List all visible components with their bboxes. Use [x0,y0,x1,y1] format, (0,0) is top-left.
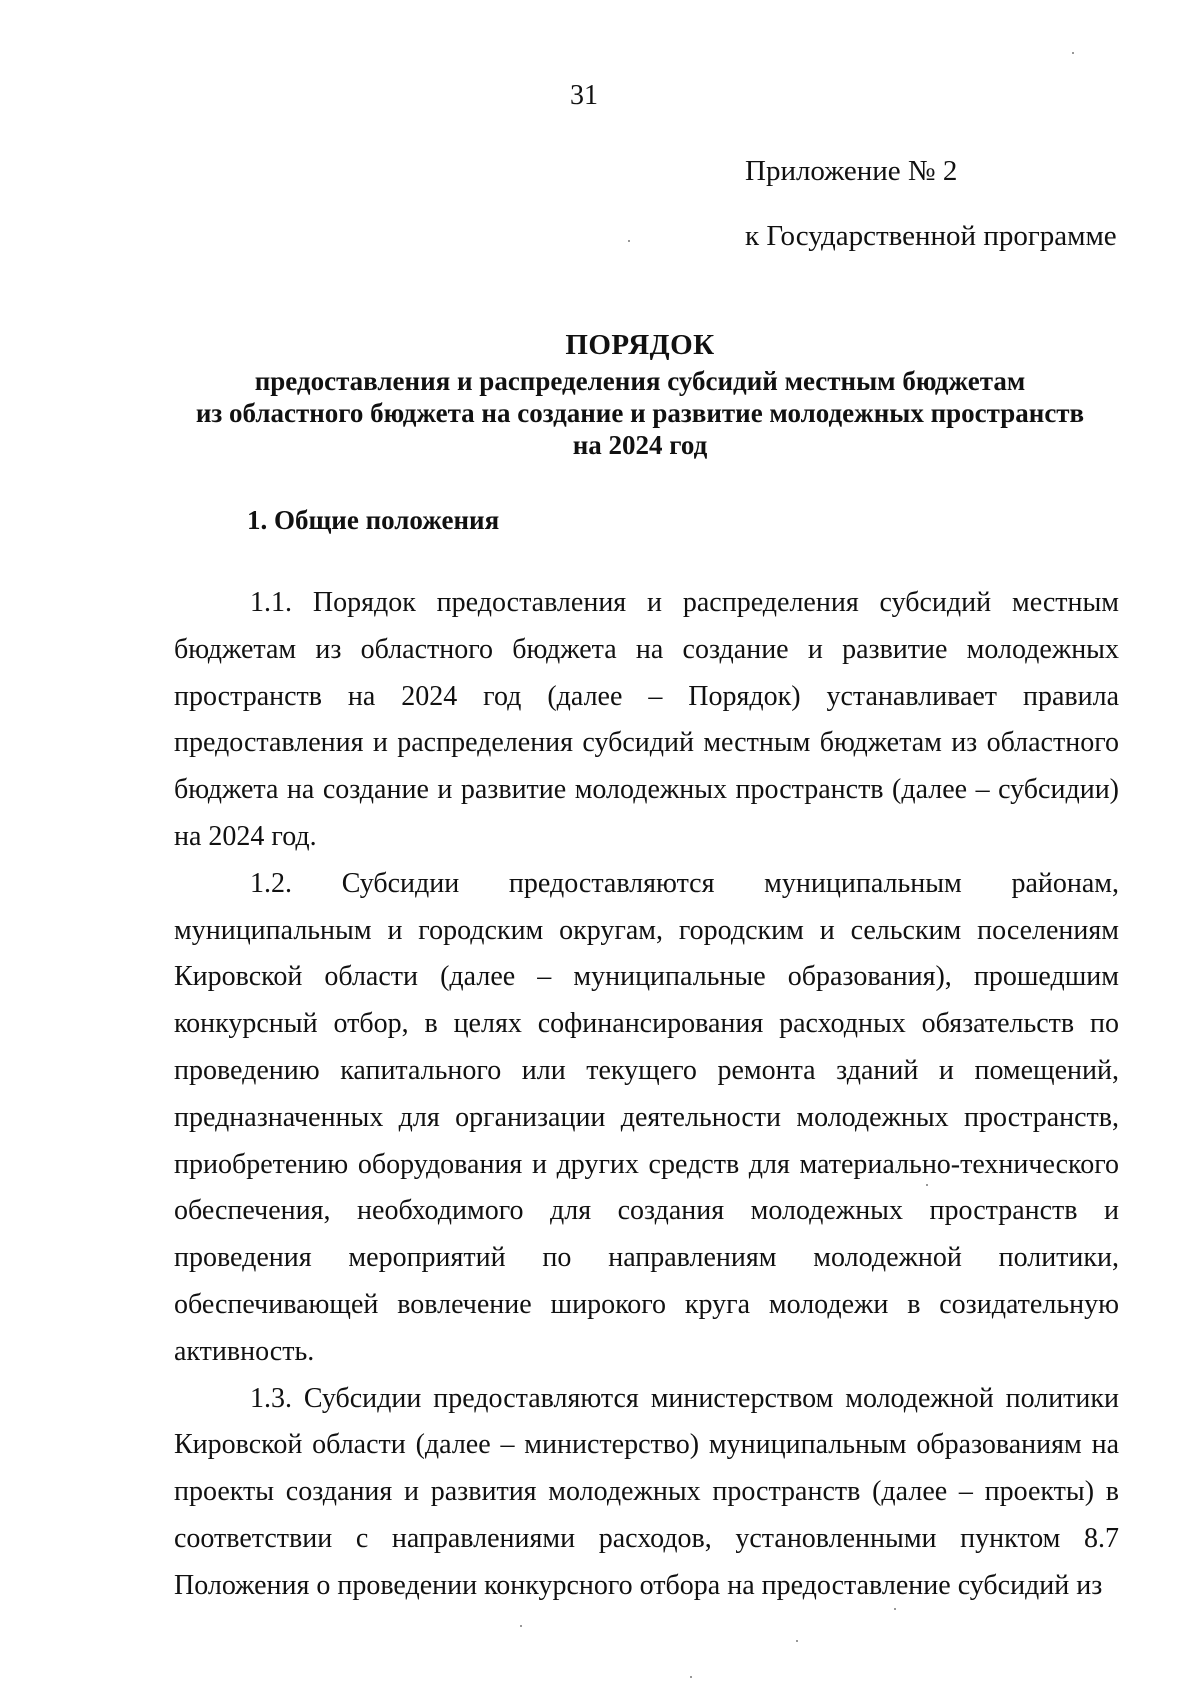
page-number: 31 [570,80,598,111]
appendix-reference: к Государственной программе [745,220,1117,252]
document-subtitle-line-1: предоставления и распределения субсидий местным бюджетам [254,366,1026,396]
section-heading: 1. Общие положения [247,505,500,535]
paragraph-1-2: 1.2. Субсидии предоставляются муниципальным районам, муниципальным и городским округам, городским и сельским поселениям Кировской области (далее – муниципальные образования), прошедшим конкурсный отбор, в целях софинансирования расходных обязательств по проведению капитального или текущего ремонта зданий и помещений, предназначенных для организации деятельности молодежных пространств, приобретению оборудования и других средств для материально-технического обеспечения, необходимого для создания молодежных пространств и проведения мероприятий по направлениям молодежной политики, обеспечивающей вовлечение широкого круга молодежи в созидательную активность. [174,867,1119,1367]
scan-speck [796,1640,798,1642]
document-title: ПОРЯДОК [565,329,715,361]
paragraph-1-1: 1.1. Порядок предоставления и распределения субсидий местным бюджетам из областного бюджета на создание и развитие молодежных пространств на 2024 год (далее – Порядок) устанавливает правила предоставления и распределения субсидий местным бюджетам из областного бюджета на создание и развитие молодежных пространств (далее – субсидии) на 2024 год. [174,587,1119,852]
paragraph-1-3: 1.3. Субсидии предоставляются министерством молодежной политики Кировской области (далее – министерство) муниципальным образованиям на проекты создания и развития молодежных пространств (далее – проекты) в соответствии с направлениями расходов, установленными пунктом 8.7 Положения о проведении конкурсного отбора на предоставление субсидий из [174,1382,1119,1601]
scan-speck [520,1625,522,1627]
document-title-block [160,325,1120,461]
document-subtitle-line-2: из областного бюджета на создание и развитие молодежных пространств [195,398,1085,428]
scan-speck [926,1184,928,1186]
scan-speck [628,240,630,242]
document-subtitle-line-3: на 2024 год [572,430,708,460]
section-body [174,580,1119,1610]
scan-speck [894,1608,896,1610]
scan-speck [1072,52,1074,54]
scan-speck [690,1676,692,1678]
appendix-label: Приложение № 2 [745,155,958,187]
